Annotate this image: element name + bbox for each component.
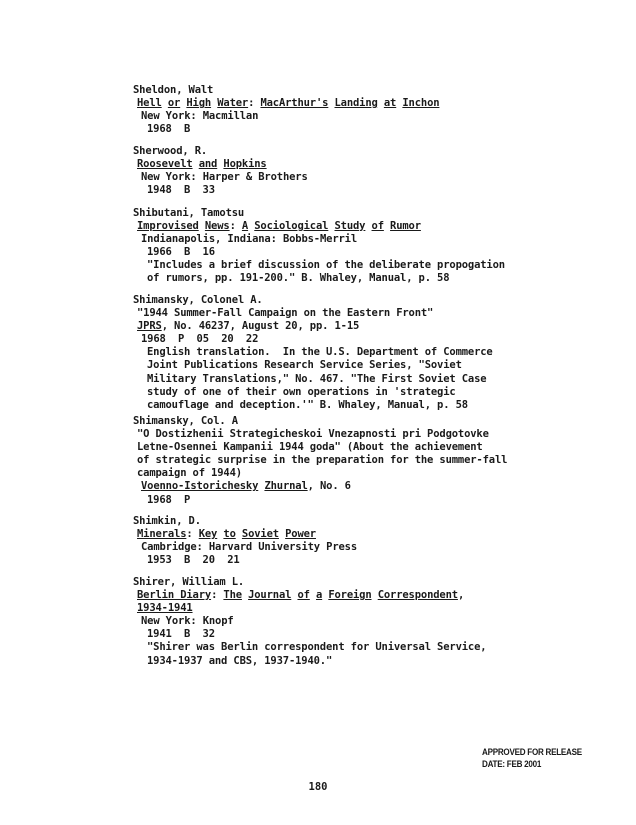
entry-note-line: of rumors, pp. 191-200." B. Whaley, Manual, p. 58: [147, 272, 450, 285]
entry-article-line: "O Dostizhenii Strategicheskoi Vnezapnosti pri Podgotovke: [137, 428, 489, 441]
entry-title: Hell or High Water: MacArthur's Landing at Inchon: [137, 97, 440, 110]
entry-title: Roosevelt and Hopkins: [137, 158, 267, 171]
entry-note-line: Military Translations," No. 467. "The First Soviet Case: [147, 372, 487, 385]
entry-note-line: "Includes a brief discussion of the deliberate propogation: [147, 259, 505, 272]
entry-author: Shimansky, Colonel A.: [133, 294, 263, 306]
entry-article-title: "1944 Summer-Fall Campaign on the Eastern Front": [137, 307, 434, 320]
release-stamp-line: APPROVED FOR RELEASE: [482, 747, 582, 758]
entry-author: Sherwood, R.: [133, 145, 208, 157]
entry-article-line: campaign of 1944): [137, 467, 242, 480]
bibliography-entry: [133, 515, 603, 567]
entry-title: Berlin Diary: The Journal of a Foreign Correspondent,: [137, 589, 465, 602]
entry-year-code: 1968 B: [147, 123, 191, 136]
entry-title: Minerals: Key to Soviet Power: [137, 528, 316, 541]
bibliography-entry: [133, 145, 603, 197]
entry-publisher: Indianapolis, Indiana: Bobbs-Merril: [141, 233, 358, 246]
entry-note-line: English translation. In the U.S. Department of Commerce: [147, 346, 493, 359]
bibliography-entry: [133, 294, 603, 412]
entry-note-line: study of one of their own operations in 'strategic: [147, 385, 456, 398]
entry-author: Shimansky, Col. A: [133, 415, 238, 427]
release-stamp: [482, 747, 582, 771]
entry-article-line: of strategic surprise in the preparation for the summer-fall: [137, 454, 508, 467]
entry-title-years: 1934-1941: [137, 602, 193, 615]
entry-year-code: 1968 P 05 20 22: [141, 333, 259, 346]
entry-author: Shirer, William L.: [133, 576, 245, 588]
entry-note-line: Joint Publications Research Service Series, "Soviet: [147, 359, 462, 372]
entry-year-code: 1966 B 16: [147, 246, 215, 259]
page-number: 180: [308, 781, 328, 793]
entry-publisher: New York: Harper & Brothers: [141, 171, 308, 184]
bibliography-entry: [133, 576, 603, 668]
entry-note-line: 1934-1937 and CBS, 1937-1940.": [147, 654, 333, 667]
entry-year-code: 1968 P: [147, 493, 191, 506]
entry-publisher: New York: Knopf: [141, 615, 234, 628]
entry-year-code: 1948 B 33: [147, 184, 215, 197]
entry-year-code: 1941 B 32: [147, 628, 215, 641]
release-stamp-date: DATE: FEB 2001: [482, 759, 542, 770]
entry-publisher: Cambridge: Harvard University Press: [141, 541, 358, 554]
entry-year-code: 1953 B 20 21: [147, 554, 240, 567]
bibliography-entry: [133, 207, 603, 286]
entry-title: Improvised News: A Sociological Study of Rumor: [137, 220, 421, 233]
entry-article-line: Letne-Osennei Kampanii 1944 goda" (About the achievement: [137, 441, 483, 454]
entry-publisher: New York: Macmillan: [141, 110, 259, 123]
entry-source: JPRS, No. 46237, August 20, pp. 1-15: [137, 320, 360, 333]
entry-author: Sheldon, Walt: [133, 84, 214, 96]
entry-author: Shimkin, D.: [133, 515, 201, 527]
entry-note-line: "Shirer was Berlin correspondent for Universal Service,: [147, 641, 487, 654]
bibliography-entry: [133, 84, 603, 136]
entry-journal: Voenno-Istorichesky Zhurnal, No. 6: [141, 480, 351, 493]
entry-author: Shibutani, Tamotsu: [133, 207, 245, 219]
bibliography-entry: [133, 415, 603, 507]
entry-note-line: camouflage and deception.'" B. Whaley, Manual, p. 58: [147, 398, 468, 411]
